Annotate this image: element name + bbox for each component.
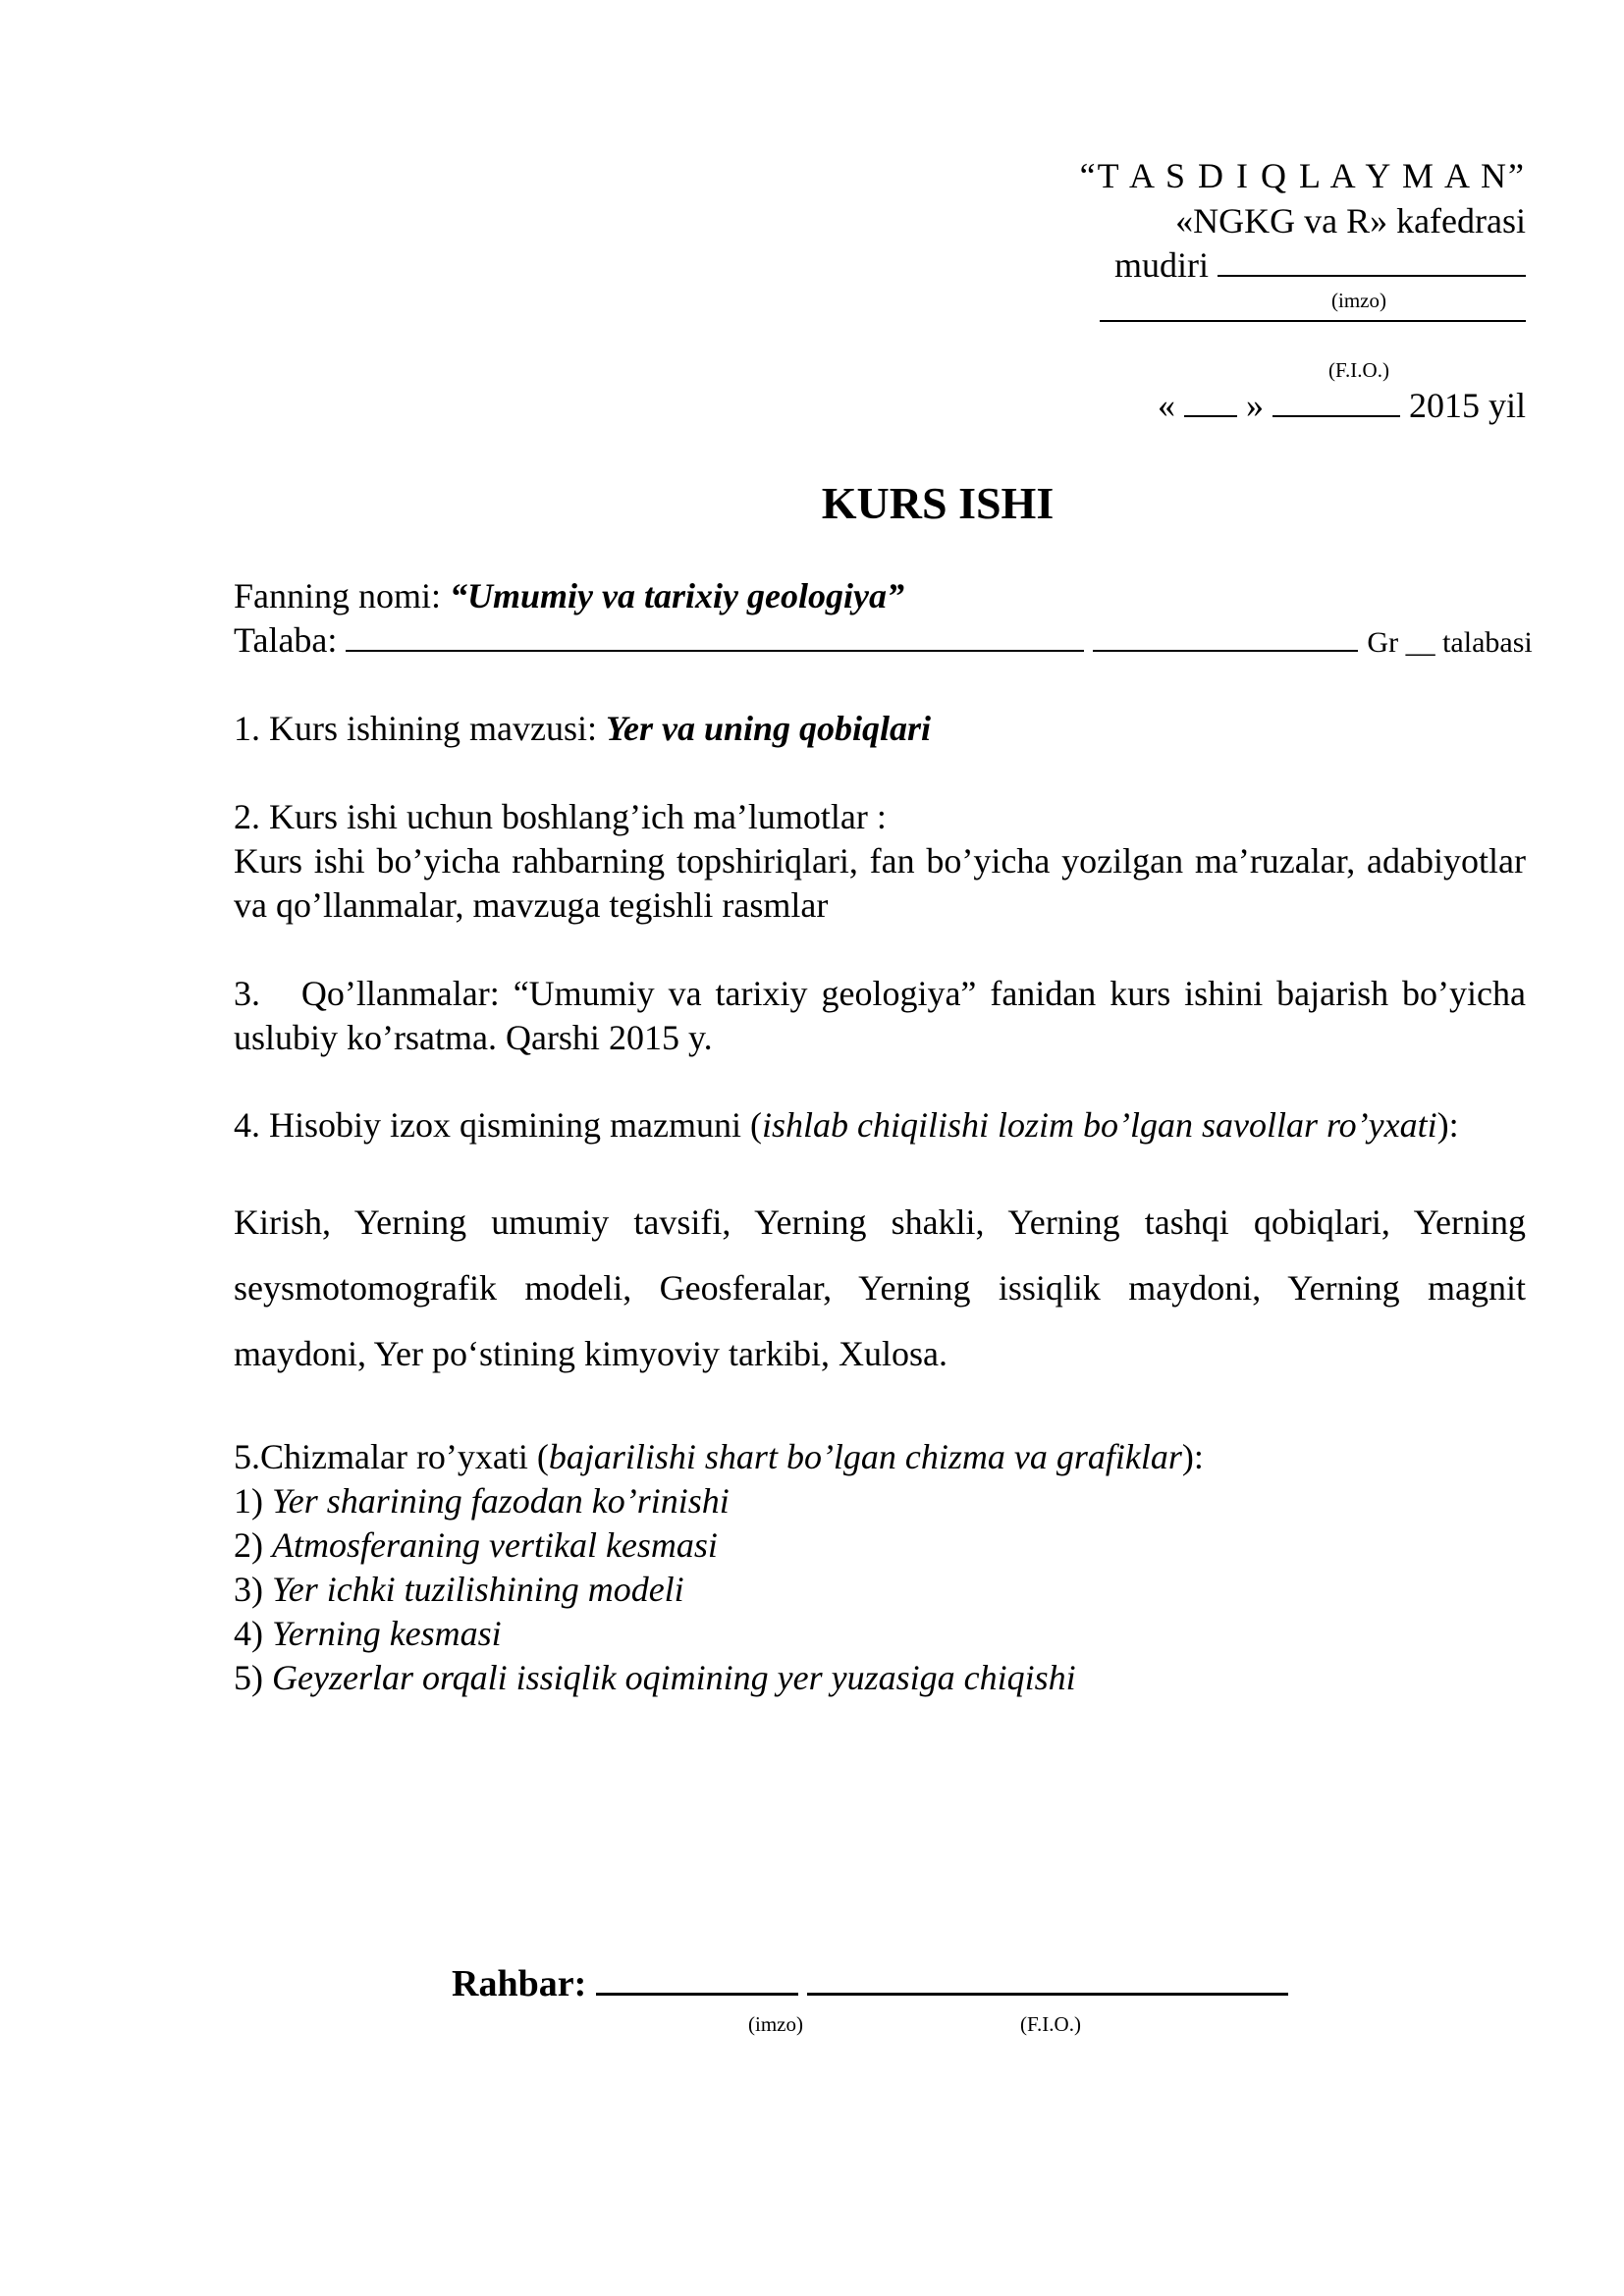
report-heading: [234, 1103, 1526, 1148]
manuals-text: 3. Qo’llanmalar: “Umumiy va tarixiy geologiya” fanidan kurs ishini bajarish bo’yicha uslubiy ko’rsatma. Qarshi 2015 y.: [234, 974, 1526, 1057]
subject-value: “Umumiy va tarixiy geologiya”: [450, 576, 904, 615]
list-item-number: 5): [234, 1658, 272, 1697]
supervisor-name-caption: (F.I.O.): [1020, 2012, 1081, 2036]
initial-data-heading: 2. Kurs ishi uchun boshlang’ich ma’lumotlar :: [234, 797, 887, 836]
list-item-number: 3): [234, 1570, 272, 1609]
list-item-text: Yer sharining fazodan ko’rinishi: [272, 1481, 730, 1521]
head-signature-line[interactable]: [1218, 243, 1526, 277]
supervisor-name-line[interactable]: [807, 1961, 1288, 1996]
report-text: Kirish, Yerning umumiy tavsifi, Yerning shakli, Yerning tashqi qobiqlari, Yerning seysmotomografik modeli, Geosferalar, Yerning issiqlik maydoni, Yerning magnit maydoni, Yer po‘stining kimyoviy tarkibi, Xulosa.: [234, 1202, 1526, 1373]
approval-title: “T A S D I Q L A Y M A N”: [1079, 156, 1526, 195]
subject-row: [234, 574, 1526, 618]
date-month-field[interactable]: [1272, 384, 1400, 417]
list-item-number: 1): [234, 1481, 272, 1521]
date-year: 2015 yil: [1408, 386, 1526, 425]
supervisor-signature-caption: (imzo): [748, 2012, 803, 2036]
head-signature-caption: (imzo): [1331, 289, 1386, 312]
drawings-list: [234, 1479, 1526, 1700]
student-row: [234, 618, 1589, 665]
list-item-number: 4): [234, 1614, 272, 1653]
list-item-text: Yerning kesmasi: [272, 1614, 502, 1653]
approval-head-label: mudiri: [1114, 245, 1209, 285]
initial-data-text: Kurs ishi bo’yicha rahbarning topshiriqlari, fan bo’yicha yozilgan ma’ruzalar, adabiyotlar va qo’llanmalar, mavzuga tegishli rasmlar: [234, 841, 1526, 925]
list-item: [234, 1523, 1526, 1568]
drawings-heading: [234, 1435, 1526, 1479]
subject-label: Fanning nomi:: [234, 576, 451, 615]
topic-row: [234, 707, 1526, 751]
date-close-quote: »: [1245, 386, 1264, 425]
report-heading-italic: ishlab chiqilishi lozim bo’lgan savollar ro’yxati: [761, 1105, 1437, 1145]
document-title: KURS ISHI: [821, 478, 1055, 528]
report-heading-start: 4. Hisobiy izox qismining mazmuni (: [234, 1105, 762, 1145]
approval-head-row: [1114, 243, 1526, 287]
list-item: [234, 1568, 1526, 1612]
head-name-line[interactable]: [1100, 320, 1526, 322]
student-group-label: Gr __ talabasi: [1367, 626, 1533, 659]
approval-date-row: [1158, 384, 1526, 427]
approval-department: «NGKG va R» kafedrasi: [1175, 201, 1526, 240]
report-heading-end: ):: [1436, 1105, 1459, 1145]
list-item-number: 2): [234, 1525, 272, 1565]
drawings-heading-italic: bajarilishi shart bo’lgan chizma va grafiklar: [548, 1437, 1182, 1476]
list-item-text: Atmosferaning vertikal kesmasi: [272, 1525, 718, 1565]
topic-label: 1. Kurs ishining mavzusi:: [234, 709, 606, 748]
drawings-heading-end: ):: [1181, 1437, 1204, 1476]
student-group-field[interactable]: [1093, 618, 1358, 652]
list-item-text: Yer ichki tuzilishining modeli: [272, 1570, 684, 1609]
list-item-text: Geyzerlar orqali issiqlik oqimining yer yuzasiga chiqishi: [272, 1658, 1076, 1697]
student-label: Talaba:: [234, 620, 338, 660]
date-open-quote: «: [1157, 386, 1175, 425]
supervisor-signature-row: [452, 1961, 1288, 2005]
student-name-field[interactable]: [346, 618, 1084, 652]
date-day-field[interactable]: [1184, 384, 1237, 417]
topic-value: Yer va uning qobiqlari: [605, 709, 932, 748]
list-item: [234, 1612, 1526, 1656]
list-item: [234, 1656, 1526, 1700]
list-item: [234, 1479, 1526, 1523]
supervisor-signature-line[interactable]: [596, 1961, 798, 1996]
head-name-caption: (F.I.O.): [1328, 358, 1389, 382]
supervisor-label: Rahbar:: [452, 1963, 587, 2004]
drawings-heading-start: 5.Chizmalar ro’yxati (: [234, 1437, 549, 1476]
